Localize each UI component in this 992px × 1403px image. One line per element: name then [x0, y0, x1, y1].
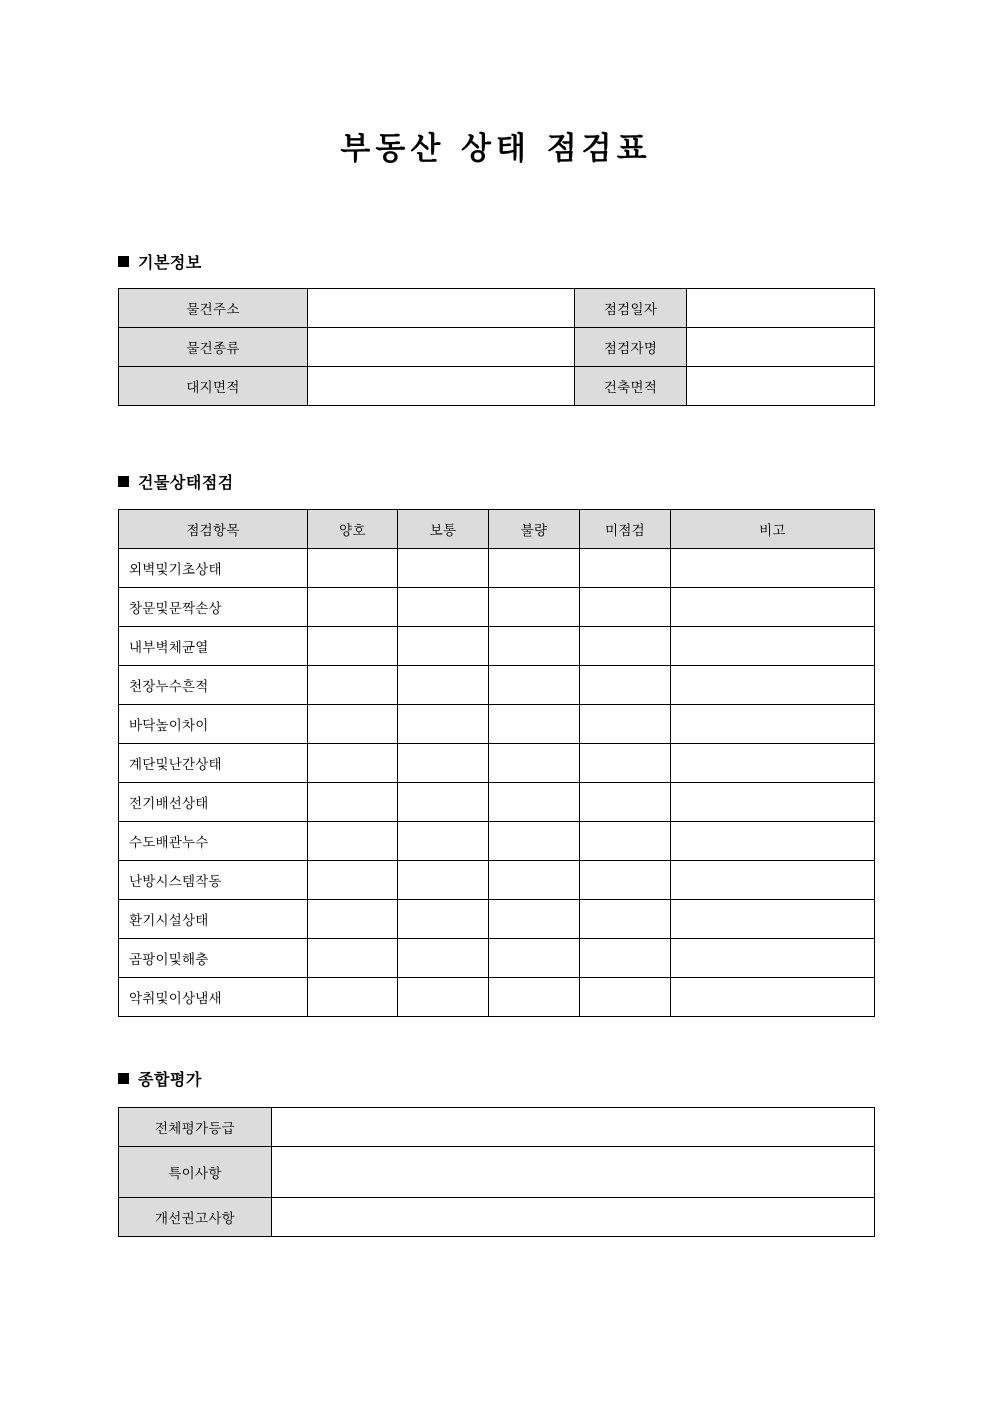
table-row: [119, 289, 875, 328]
checkbox-cell-good[interactable]: [308, 783, 398, 822]
note-cell[interactable]: [671, 939, 875, 978]
note-cell[interactable]: [671, 744, 875, 783]
checkbox-cell-fair[interactable]: [398, 744, 489, 783]
inspection-item-label: 곰팡이및해충: [119, 939, 308, 978]
column-header-unchecked: 미점검: [580, 510, 671, 549]
table-row: [119, 627, 875, 666]
checkbox-cell-unchecked[interactable]: [580, 627, 671, 666]
checkbox-cell-poor[interactable]: [489, 783, 580, 822]
checkbox-cell-good[interactable]: [308, 627, 398, 666]
checkbox-cell-poor[interactable]: [489, 588, 580, 627]
note-cell[interactable]: [671, 588, 875, 627]
column-header-fair: 보통: [398, 510, 489, 549]
table-row: [119, 978, 875, 1017]
checkbox-cell-good[interactable]: [308, 822, 398, 861]
checkbox-cell-unchecked[interactable]: [580, 900, 671, 939]
inspection-item-label: 계단및난간상태: [119, 744, 308, 783]
checkbox-cell-fair[interactable]: [398, 627, 489, 666]
checkbox-cell-poor[interactable]: [489, 939, 580, 978]
label-site-area: 대지면적: [119, 367, 308, 406]
inspection-item-label: 악취및이상냄새: [119, 978, 308, 1017]
checkbox-cell-unchecked[interactable]: [580, 783, 671, 822]
label-inspector-name: 점검자명: [575, 328, 687, 367]
checkbox-cell-poor[interactable]: [489, 744, 580, 783]
table-row: [119, 822, 875, 861]
checkbox-cell-fair[interactable]: [398, 588, 489, 627]
inspection-item-label: 창문및문짝손상: [119, 588, 308, 627]
square-bullet-icon: [118, 1073, 129, 1084]
note-cell[interactable]: [671, 783, 875, 822]
note-cell[interactable]: [671, 627, 875, 666]
checkbox-cell-good[interactable]: [308, 705, 398, 744]
label-overall-grade: 전체평가등급: [119, 1108, 272, 1147]
label-property-type: 물건종류: [119, 328, 308, 367]
checkbox-cell-fair[interactable]: [398, 666, 489, 705]
label-improvement-recommendations: 개선권고사항: [119, 1198, 272, 1237]
note-cell[interactable]: [671, 822, 875, 861]
field-overall-grade[interactable]: [272, 1108, 875, 1147]
note-cell[interactable]: [671, 900, 875, 939]
column-header-note: 비고: [671, 510, 875, 549]
checkbox-cell-good[interactable]: [308, 588, 398, 627]
inspection-item-label: 바닥높이차이: [119, 705, 308, 744]
field-building-area[interactable]: [687, 367, 875, 406]
table-row: [119, 705, 875, 744]
checkbox-cell-good[interactable]: [308, 939, 398, 978]
checkbox-cell-poor[interactable]: [489, 861, 580, 900]
table-row: [119, 549, 875, 588]
checkbox-cell-good[interactable]: [308, 744, 398, 783]
checkbox-cell-good[interactable]: [308, 861, 398, 900]
checkbox-cell-unchecked[interactable]: [580, 939, 671, 978]
checkbox-cell-good[interactable]: [308, 900, 398, 939]
table-header-row: [119, 510, 875, 549]
checkbox-cell-good[interactable]: [308, 978, 398, 1017]
field-property-address[interactable]: [308, 289, 575, 328]
label-property-address: 물건주소: [119, 289, 308, 328]
table-row: [119, 939, 875, 978]
table-row: [119, 861, 875, 900]
checkbox-cell-fair[interactable]: [398, 900, 489, 939]
table-row: [119, 1108, 875, 1147]
section-heading-building-condition-label: 건물상태점검: [138, 473, 234, 492]
inspection-item-label: 난방시스템작동: [119, 861, 308, 900]
field-property-type[interactable]: [308, 328, 575, 367]
checkbox-cell-unchecked[interactable]: [580, 588, 671, 627]
checkbox-cell-poor[interactable]: [489, 666, 580, 705]
label-special-notes: 특이사항: [119, 1147, 272, 1198]
inspection-item-label: 내부벽체균열: [119, 627, 308, 666]
checkbox-cell-poor[interactable]: [489, 549, 580, 588]
checkbox-cell-poor[interactable]: [489, 978, 580, 1017]
checkbox-cell-unchecked[interactable]: [580, 744, 671, 783]
checkbox-cell-unchecked[interactable]: [580, 861, 671, 900]
column-header-item: 점검항목: [119, 510, 308, 549]
page-title: 부동산 상태 점검표: [340, 131, 652, 167]
checkbox-cell-fair[interactable]: [398, 549, 489, 588]
square-bullet-icon: [118, 256, 129, 267]
field-site-area[interactable]: [308, 367, 575, 406]
note-cell[interactable]: [671, 549, 875, 588]
checkbox-cell-unchecked[interactable]: [580, 666, 671, 705]
table-row: [119, 1147, 875, 1198]
table-row: [119, 666, 875, 705]
basic-info-table: [118, 288, 875, 406]
checkbox-cell-poor[interactable]: [489, 822, 580, 861]
checkbox-cell-fair[interactable]: [398, 939, 489, 978]
note-cell[interactable]: [671, 705, 875, 744]
checkbox-cell-fair[interactable]: [398, 822, 489, 861]
inspection-item-label: 전기배선상태: [119, 783, 308, 822]
table-row: [119, 744, 875, 783]
section-heading-basic-info-label: 기본정보: [138, 253, 202, 272]
column-header-good: 양호: [308, 510, 398, 549]
square-bullet-icon: [118, 476, 129, 487]
checkbox-cell-poor[interactable]: [489, 900, 580, 939]
field-improvement-recommendations[interactable]: [272, 1198, 875, 1237]
checkbox-cell-fair[interactable]: [398, 705, 489, 744]
label-building-area: 건축면적: [575, 367, 687, 406]
field-special-notes[interactable]: [272, 1147, 875, 1198]
note-cell[interactable]: [671, 978, 875, 1017]
note-cell[interactable]: [671, 666, 875, 705]
table-row: [119, 328, 875, 367]
checkbox-cell-unchecked[interactable]: [580, 705, 671, 744]
checkbox-cell-good[interactable]: [308, 549, 398, 588]
field-inspector-name[interactable]: [687, 328, 875, 367]
checkbox-cell-fair[interactable]: [398, 978, 489, 1017]
building-condition-table: [118, 509, 875, 1017]
inspection-item-label: 천장누수흔적: [119, 666, 308, 705]
checkbox-cell-good[interactable]: [308, 666, 398, 705]
checkbox-cell-unchecked[interactable]: [580, 822, 671, 861]
table-row: [119, 900, 875, 939]
inspection-item-label: 외벽및기초상태: [119, 549, 308, 588]
column-header-poor: 불량: [489, 510, 580, 549]
inspection-item-label: 수도배관누수: [119, 822, 308, 861]
checkbox-cell-fair[interactable]: [398, 783, 489, 822]
section-heading-building-condition: [118, 470, 234, 493]
section-heading-overall-assessment-label: 종합평가: [138, 1070, 202, 1089]
section-heading-basic-info: [118, 250, 202, 273]
checkbox-cell-unchecked[interactable]: [580, 549, 671, 588]
inspection-item-label: 환기시설상태: [119, 900, 308, 939]
table-row: [119, 783, 875, 822]
table-row: [119, 367, 875, 406]
checkbox-cell-poor[interactable]: [489, 705, 580, 744]
table-row: [119, 588, 875, 627]
field-inspection-date[interactable]: [687, 289, 875, 328]
checkbox-cell-poor[interactable]: [489, 627, 580, 666]
label-inspection-date: 점검일자: [575, 289, 687, 328]
note-cell[interactable]: [671, 861, 875, 900]
table-row: [119, 1198, 875, 1237]
section-heading-overall-assessment: [118, 1067, 202, 1090]
checkbox-cell-unchecked[interactable]: [580, 978, 671, 1017]
checkbox-cell-fair[interactable]: [398, 861, 489, 900]
overall-assessment-table: [118, 1107, 875, 1237]
